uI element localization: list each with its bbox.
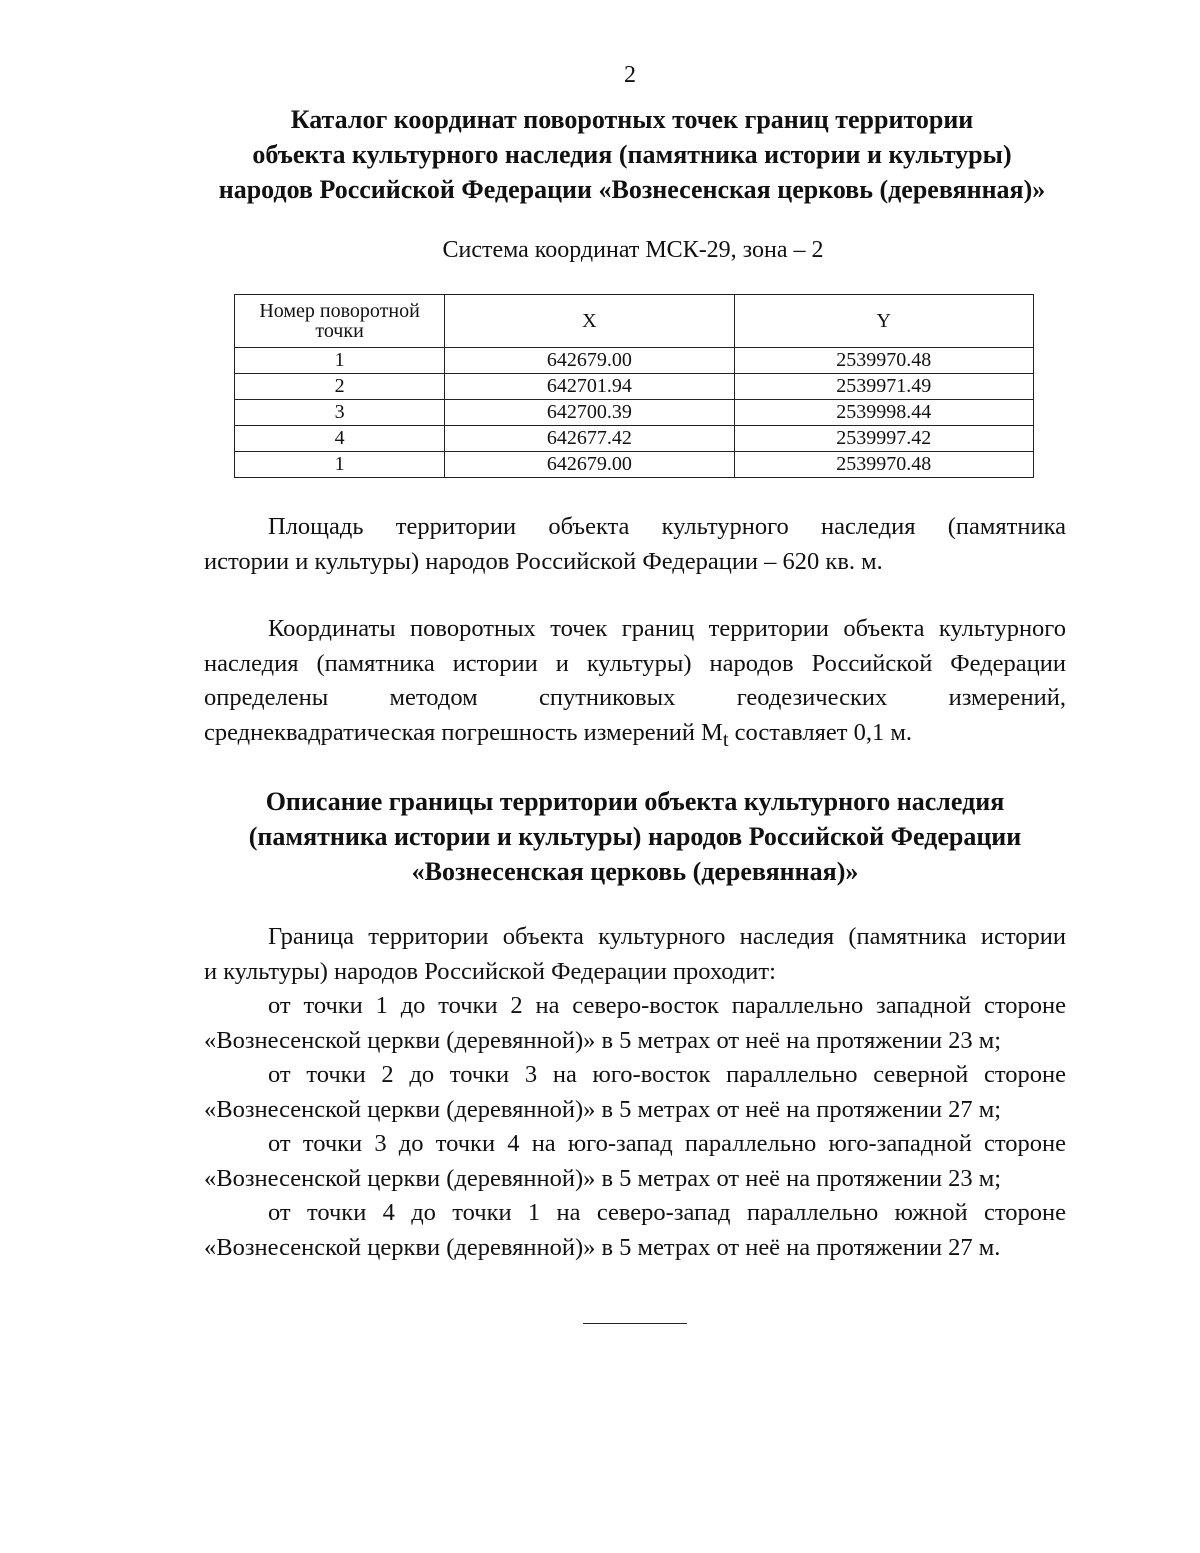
coordinate-system-label: Система координат МСК-29, зона – 2: [442, 237, 824, 263]
header-y: Y: [734, 295, 1033, 348]
paragraph-line: истории и культуры) народов Российской Федерации – 620 кв. м.: [204, 547, 883, 575]
boundary-title-line: (памятника истории и культуры) народов Российской Федерации: [248, 822, 1022, 851]
accuracy-suffix: составляет 0,1 м.: [728, 718, 912, 746]
segment-line: от точки 1 до точки 2 на северо-восток параллельно западной стороне: [268, 992, 1066, 1019]
boundary-description-title: [0, 784, 1200, 889]
table-row: [235, 400, 1034, 426]
paragraph-line: Координаты поворотных точек границ территории объекта культурного: [268, 615, 1066, 642]
paragraph-line: [204, 716, 1066, 757]
segment-line: «Вознесенской церкви (деревянной)» в 5 метрах от неё на протяжении 27 м.: [204, 1233, 1001, 1261]
segment-line: от точки 2 до точки 3 на юго-восток параллельно северной стороне: [268, 1061, 1066, 1088]
boundary-description: [204, 920, 1066, 1265]
header-x: X: [445, 295, 734, 348]
segment-line: «Вознесенской церкви (деревянной)» в 5 метрах от неё на протяжении 23 м;: [204, 1026, 1002, 1054]
page-number: 2: [624, 62, 636, 88]
segment-line: «Вознесенской церкви (деревянной)» в 5 метрах от неё на протяжении 23 м;: [204, 1164, 1002, 1192]
table-row: [235, 348, 1034, 374]
cell-y: 2539970.48: [734, 452, 1033, 478]
catalog-title-line: Каталог координат поворотных точек границ территории: [290, 105, 974, 134]
segment-line: от точки 4 до точки 1 на северо-запад параллельно южной стороне: [268, 1199, 1066, 1226]
accuracy-subscript: t: [722, 728, 729, 751]
table-header-row: [235, 295, 1034, 348]
paragraph-line: Площадь территории объекта культурного наследия (памятника: [268, 513, 1066, 540]
cell-x: 642701.94: [445, 374, 734, 400]
boundary-title-line: «Вознесенская церковь (деревянная)»: [411, 857, 859, 886]
cell-x: 642679.00: [445, 348, 734, 374]
table-row: [235, 452, 1034, 478]
end-divider: [583, 1323, 687, 1324]
cell-y: 2539998.44: [734, 400, 1033, 426]
catalog-title-line: народов Российской Федерации «Вознесенская церковь (деревянная)»: [218, 175, 1046, 204]
area-paragraph: [204, 510, 1066, 579]
cell-point: 1: [235, 452, 445, 478]
paragraph-line: определены методом спутниковых геодезических измерений,: [204, 684, 1066, 711]
cell-y: 2539970.48: [734, 348, 1033, 374]
boundary-title-line: Описание границы территории объекта культурного наследия: [265, 787, 1005, 816]
segment-line: «Вознесенской церкви (деревянной)» в 5 метрах от неё на протяжении 27 м;: [204, 1095, 1002, 1123]
cell-x: 642700.39: [445, 400, 734, 426]
paragraph-line: и культуры) народов Российской Федерации проходит:: [204, 957, 776, 985]
catalog-title: [0, 102, 1200, 207]
paragraph-line: наследия (памятника истории и культуры) народов Российской Федерации: [204, 649, 1066, 677]
header-point-number: Номер поворотной точки: [235, 295, 445, 348]
cell-x: 642677.42: [445, 426, 734, 452]
catalog-title-line: объекта культурного наследия (памятника истории и культуры): [252, 140, 1012, 169]
cell-x: 642679.00: [445, 452, 734, 478]
paragraph-line: Граница территории объекта культурного наследия (памятника истории: [268, 923, 1066, 950]
cell-y: 2539971.49: [734, 374, 1033, 400]
cell-point: 3: [235, 400, 445, 426]
cell-point: 4: [235, 426, 445, 452]
table-row: [235, 374, 1034, 400]
accuracy-prefix: среднеквадратическая погрешность измерений M: [204, 718, 723, 746]
method-paragraph: [204, 612, 1066, 757]
coordinates-table: [234, 294, 1034, 478]
cell-y: 2539997.42: [734, 426, 1033, 452]
cell-point: 2: [235, 374, 445, 400]
table-row: [235, 426, 1034, 452]
cell-point: 1: [235, 348, 445, 374]
segment-line: от точки 3 до точки 4 на юго-запад параллельно юго-западной стороне: [268, 1130, 1066, 1157]
